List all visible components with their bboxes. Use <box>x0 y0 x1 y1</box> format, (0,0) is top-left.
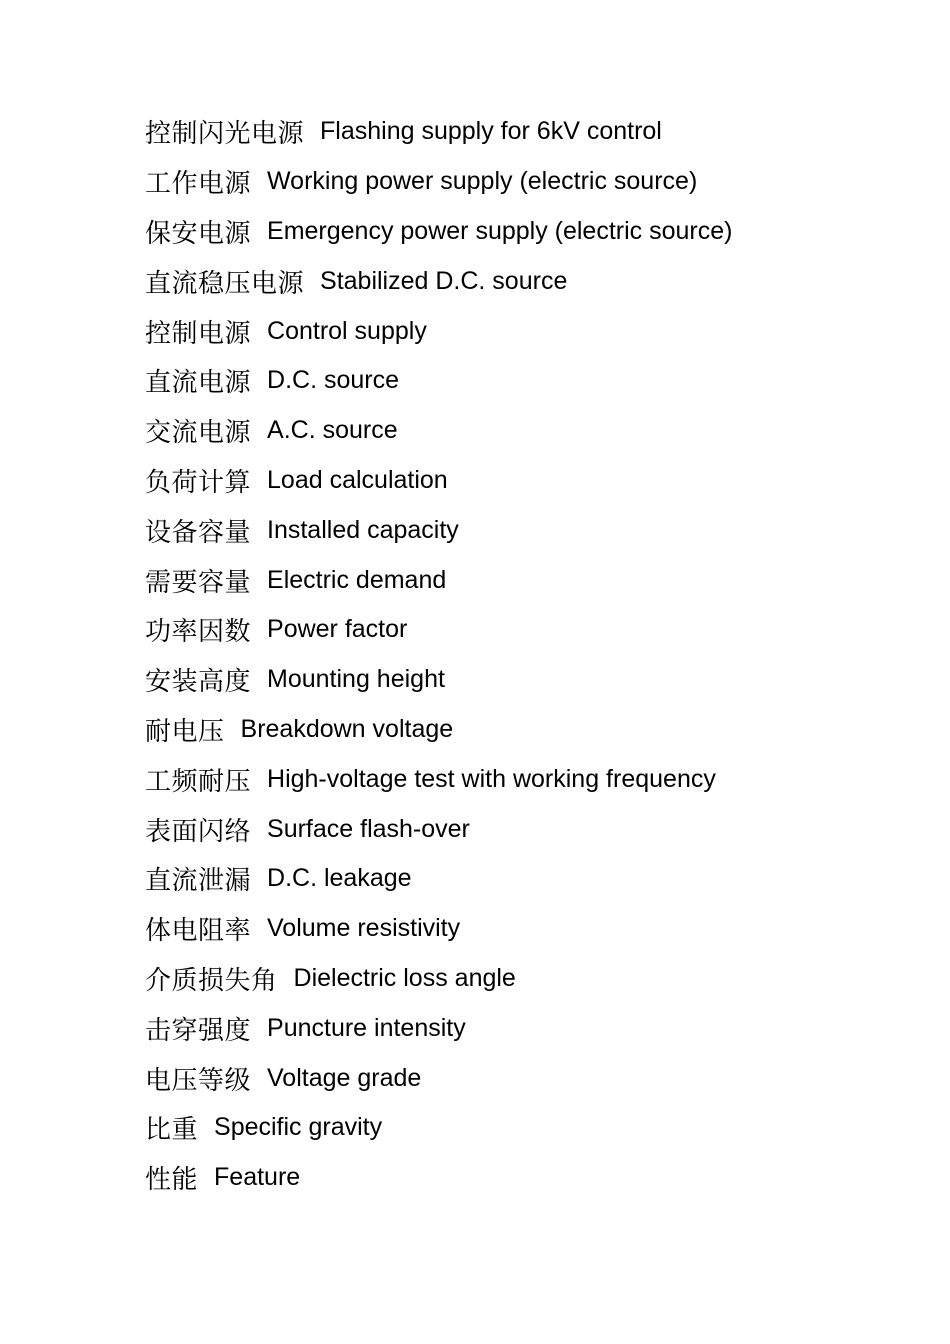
term-english: Dielectric loss angle <box>293 963 516 992</box>
term-english: Volume resistivity <box>267 914 461 943</box>
term-chinese: 击穿强度 <box>145 1015 252 1046</box>
term-chinese: 需要容量 <box>145 567 252 598</box>
glossary-entry <box>145 456 905 506</box>
term-english: Power factor <box>267 615 408 644</box>
term-chinese: 控制电源 <box>145 318 252 349</box>
term-english: Puncture intensity <box>267 1013 466 1042</box>
glossary-entry <box>145 754 905 804</box>
glossary-list <box>145 107 905 1203</box>
term-chinese: 设备容量 <box>145 517 252 548</box>
glossary-entry <box>145 954 905 1004</box>
term-english: Voltage grade <box>267 1063 422 1092</box>
term-chinese: 介质损失角 <box>145 965 278 996</box>
term-chinese: 交流电源 <box>145 418 252 449</box>
glossary-entry <box>145 256 905 306</box>
glossary-entry <box>145 107 905 157</box>
glossary-entry <box>145 655 905 705</box>
term-chinese: 工作电源 <box>145 169 252 200</box>
glossary-entry <box>145 1003 905 1053</box>
term-chinese: 直流泄漏 <box>145 866 252 897</box>
term-english: Working power supply (electric source) <box>267 167 698 196</box>
term-english: Stabilized D.C. source <box>320 266 568 295</box>
glossary-entry <box>145 356 905 406</box>
term-chinese: 体电阻率 <box>145 916 252 947</box>
glossary-entry <box>145 1103 905 1153</box>
glossary-entry <box>145 1153 905 1203</box>
glossary-entry <box>145 306 905 356</box>
glossary-entry <box>145 904 905 954</box>
glossary-entry <box>145 605 905 655</box>
glossary-entry <box>145 555 905 605</box>
term-chinese: 比重 <box>145 1115 199 1146</box>
term-english: Flashing supply for 6kV control <box>320 117 662 146</box>
term-chinese: 安装高度 <box>145 667 252 698</box>
term-chinese: 工频耐压 <box>145 766 252 797</box>
glossary-entry <box>145 705 905 755</box>
term-english: Breakdown voltage <box>240 714 454 743</box>
term-chinese: 保安电源 <box>145 218 252 249</box>
glossary-entry <box>145 854 905 904</box>
glossary-entry <box>145 1053 905 1103</box>
term-english: Specific gravity <box>214 1113 383 1142</box>
term-english: Control supply <box>267 316 427 345</box>
term-english: Electric demand <box>267 565 447 594</box>
term-chinese: 直流电源 <box>145 368 252 399</box>
term-english: High-voltage test with working frequency <box>267 764 716 793</box>
term-english: A.C. source <box>267 416 398 445</box>
glossary-entry <box>145 406 905 456</box>
glossary-entry <box>145 804 905 854</box>
term-chinese: 控制闪光电源 <box>145 119 305 150</box>
term-english: D.C. source <box>267 366 399 395</box>
term-chinese: 直流稳压电源 <box>145 268 305 299</box>
term-english: Surface flash-over <box>267 814 470 843</box>
term-english: Load calculation <box>267 465 448 494</box>
term-chinese: 性能 <box>145 1165 199 1196</box>
term-chinese: 功率因数 <box>145 617 252 648</box>
term-chinese: 耐电压 <box>145 716 225 747</box>
term-chinese: 表面闪络 <box>145 816 252 847</box>
term-english: Feature <box>214 1163 301 1192</box>
term-english: D.C. leakage <box>267 864 412 893</box>
glossary-entry <box>145 157 905 207</box>
glossary-entry <box>145 505 905 555</box>
term-english: Emergency power supply (electric source) <box>267 216 733 245</box>
term-chinese: 负荷计算 <box>145 467 252 498</box>
glossary-entry <box>145 207 905 257</box>
term-english: Installed capacity <box>267 515 459 544</box>
term-chinese: 电压等级 <box>145 1065 252 1096</box>
term-english: Mounting height <box>267 665 445 694</box>
